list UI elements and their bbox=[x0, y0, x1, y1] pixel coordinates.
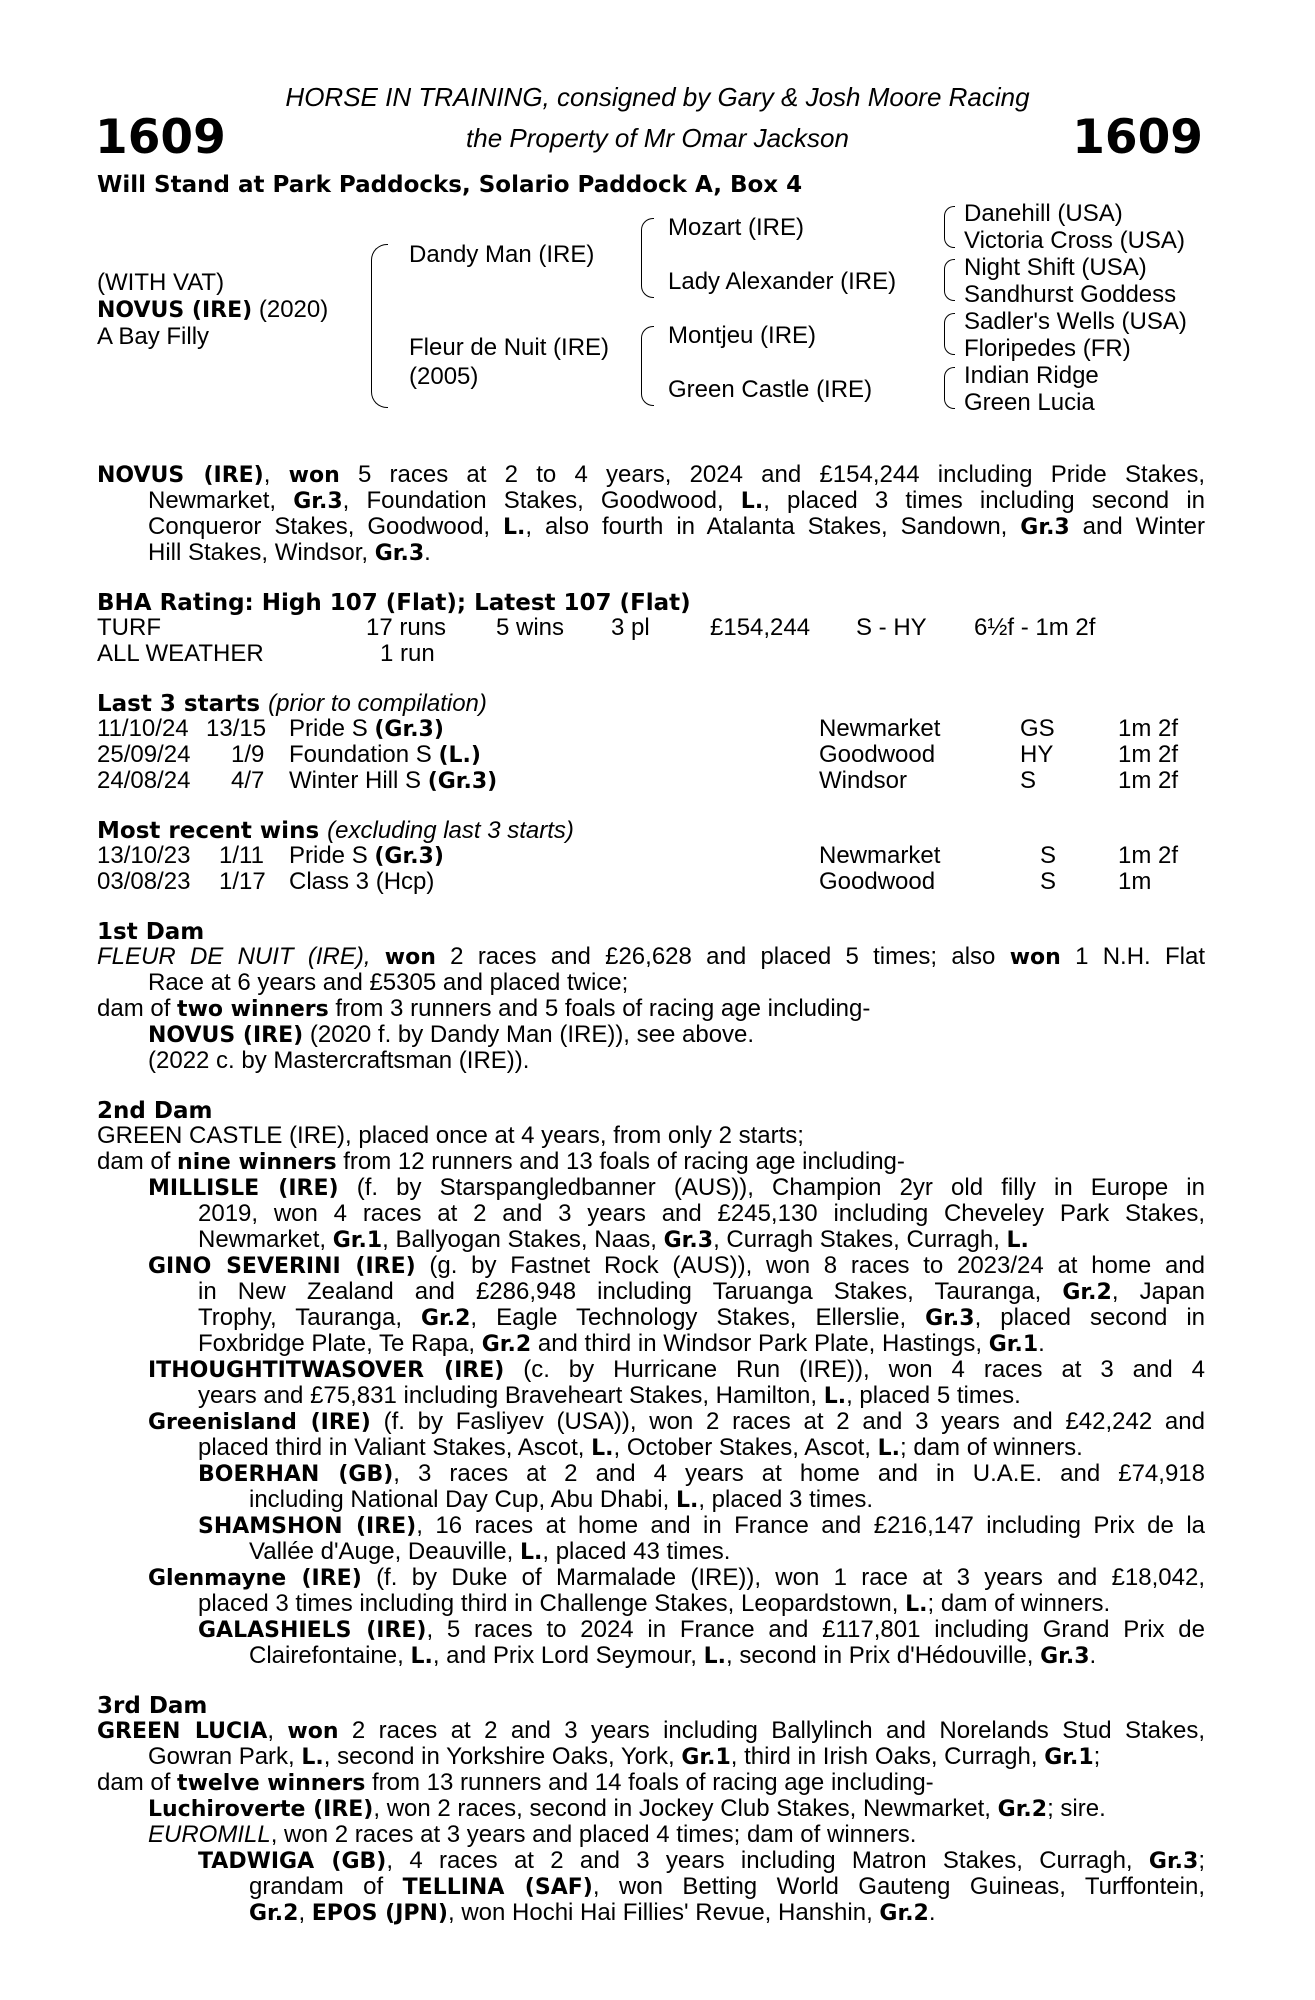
text-run: , placed 43 times. bbox=[542, 1538, 731, 1565]
text-run: Luchiroverte (IRE) bbox=[148, 1797, 374, 1822]
text-run: Glenmayne (IRE) bbox=[148, 1566, 362, 1591]
text-run: Gr.3 bbox=[374, 541, 425, 566]
text-run: . bbox=[424, 539, 431, 566]
text-run: , placed 5 times. bbox=[846, 1382, 1021, 1409]
text-run: , won 2 races, second in Jockey Club Stakes, Newmarket, bbox=[373, 1795, 998, 1822]
pedigree-ssd: Victoria Cross (USA) bbox=[964, 227, 1185, 254]
text-run: , placed 3 times including second in bbox=[763, 487, 1205, 514]
recent-row-2-position: 1/17 bbox=[219, 868, 266, 895]
pedigree-sire-sire: Mozart (IRE) bbox=[668, 214, 805, 241]
text-run: years and £75,831 including Braveheart Stakes, Hamilton, bbox=[198, 1382, 824, 1409]
rating-turf-prize: £154,244 bbox=[710, 614, 811, 641]
gino-line-3 bbox=[198, 1305, 1205, 1332]
pedigree-dss: Sadler's Wells (USA) bbox=[964, 308, 1187, 335]
horse-name: NOVUS (IRE) bbox=[97, 298, 253, 323]
text-run: and third in Windsor Park Plate, Hastings, bbox=[531, 1330, 989, 1357]
text-run: L. bbox=[877, 1436, 901, 1461]
text-run: (Gr.3) bbox=[374, 717, 444, 742]
shamshon-line-1 bbox=[198, 1513, 1205, 1540]
ithought-line-2 bbox=[198, 1383, 1205, 1410]
recent-wins-title bbox=[97, 817, 574, 845]
last3-row-1-date: 11/10/24 bbox=[97, 715, 189, 742]
last3-row-3-position: 4/7 bbox=[231, 767, 265, 794]
text-run: (2020 f. by Dandy Man (IRE)), see above. bbox=[303, 1021, 755, 1048]
galashiels-line-2 bbox=[249, 1643, 1205, 1670]
property-line: the Property of Mr Omar Jackson bbox=[466, 123, 849, 153]
text-run: and Winter bbox=[1069, 513, 1206, 540]
text-run: , placed 3 times. bbox=[698, 1486, 874, 1513]
lot-number-right: 1609 bbox=[1072, 110, 1203, 165]
recent-row-1-going: S bbox=[1040, 842, 1057, 869]
dam1-line-3 bbox=[97, 996, 1205, 1023]
text-run: Gr.2 bbox=[879, 1901, 929, 1926]
recent-row-2-race: Class 3 (Hcp) bbox=[289, 868, 435, 895]
text-run: GALASHIELS (IRE) bbox=[198, 1618, 427, 1643]
last3-row-3-going: S bbox=[1020, 767, 1037, 794]
pedigree-bracket-dd bbox=[944, 367, 955, 409]
text-run: Gr.2 bbox=[420, 1306, 471, 1331]
text-run: , won Betting World Gauteng Guineas, Turffontein, bbox=[592, 1873, 1205, 1900]
text-run: Gr.2 bbox=[481, 1332, 532, 1357]
text-run: , Ballyogan Stakes, Naas, bbox=[382, 1226, 664, 1253]
text-run: , won Hochi Hai Fillies' Revue, Hanshin, bbox=[447, 1899, 880, 1926]
text-run: two winners bbox=[177, 997, 329, 1022]
pedigree-bracket-dam bbox=[641, 326, 654, 406]
text-run: placed third in Valiant Stakes, Ascot, bbox=[198, 1434, 592, 1461]
text-run: 5 races at 2 to 4 years, 2024 and £154,244 including Pride Stakes, bbox=[339, 461, 1205, 488]
text-run: , second in Prix d'Hédouville, bbox=[726, 1642, 1041, 1669]
text-run: Newmarket, bbox=[148, 487, 294, 514]
text-run: L. bbox=[1006, 1228, 1029, 1253]
text-run: Last 3 starts bbox=[97, 691, 261, 717]
text-run: won bbox=[288, 463, 340, 488]
dam1-line-1 bbox=[97, 944, 1205, 971]
text-run: Gr.1 bbox=[988, 1332, 1039, 1357]
text-run: twelve winners bbox=[177, 1771, 366, 1796]
tadwiga-line-2 bbox=[249, 1874, 1205, 1901]
text-run: , 4 races at 2 and 3 years including Matron Stakes, Curragh, bbox=[386, 1847, 1149, 1874]
text-run: Race at 6 years and £5305 and placed twice; bbox=[148, 969, 629, 996]
dam3-title: 3rd Dam bbox=[97, 1693, 208, 1719]
lot-number-left: 1609 bbox=[95, 110, 226, 165]
text-run: placed 3 times including third in Challenge Stakes, Leopardstown, bbox=[198, 1590, 906, 1617]
last3-row-1-position: 13/15 bbox=[206, 715, 267, 742]
horse-name-line bbox=[97, 296, 328, 325]
stand-location: Will Stand at Park Paddocks, Solario Paddock A, Box 4 bbox=[97, 172, 803, 198]
pedigree-sire: Dandy Man (IRE) bbox=[409, 241, 595, 268]
text-run: GREEN LUCIA bbox=[97, 1719, 268, 1744]
dam3-line-3 bbox=[97, 1770, 1205, 1797]
pedigree-ddd: Green Lucia bbox=[964, 389, 1095, 416]
last3-row-1-going: GS bbox=[1020, 715, 1055, 742]
text-run: (excluding last 3 starts) bbox=[327, 817, 574, 844]
pedigree-sdd: Sandhurst Goddess bbox=[964, 281, 1177, 308]
text-run: in New Zealand and £286,948 including Taruanga Stakes, Tauranga, bbox=[198, 1278, 1063, 1305]
text-run: , Japan bbox=[1111, 1278, 1205, 1305]
dam2-line-2 bbox=[97, 1149, 1205, 1176]
text-run: Gr.2 bbox=[249, 1901, 299, 1926]
text-run: NOVUS (IRE) bbox=[148, 1023, 304, 1048]
last3-row-2-course: Goodwood bbox=[819, 741, 936, 768]
pedigree-bracket-sire bbox=[641, 218, 654, 298]
text-run: (L.) bbox=[438, 743, 481, 768]
text-run: GREEN CASTLE (IRE), placed once at 4 years, from only 2 starts; bbox=[97, 1122, 804, 1149]
text-run: , third in Irish Oaks, Curragh, bbox=[730, 1743, 1045, 1770]
text-run: from 12 runners and 13 foals of racing age including- bbox=[336, 1148, 905, 1175]
text-run: , second in Yorkshire Oaks, York, bbox=[323, 1743, 682, 1770]
text-run: dam of bbox=[97, 995, 178, 1022]
text-run: , won 2 races at 3 years and placed 4 times; dam of winners. bbox=[270, 1821, 917, 1848]
pedigree-sire-dam: Lady Alexander (IRE) bbox=[668, 268, 897, 295]
ithought-line-1 bbox=[148, 1357, 1205, 1384]
text-run: ; bbox=[1093, 1743, 1101, 1770]
text-run: SHAMSHON (IRE) bbox=[198, 1514, 417, 1539]
last3-row-2-race bbox=[289, 742, 481, 769]
pedigree-dam: Fleur de Nuit (IRE) bbox=[409, 334, 610, 361]
text-run: , Curragh Stakes, Curragh, bbox=[713, 1226, 1007, 1253]
dam1-title: 1st Dam bbox=[97, 919, 205, 945]
gino-line-2 bbox=[198, 1279, 1205, 1306]
pedigree-bracket-main bbox=[371, 244, 388, 408]
pedigree-bracket-sd bbox=[944, 259, 955, 301]
rating-turf-surface: TURF bbox=[97, 614, 161, 641]
text-run: Greenisland (IRE) bbox=[148, 1410, 371, 1435]
rating-turf-placed: 3 pl bbox=[611, 614, 650, 641]
text-run: ITHOUGHTITWASOVER (IRE) bbox=[148, 1358, 505, 1383]
text-run: (f. by Starspangledbanner (AUS)), Champion 2yr old filly in Europe in bbox=[338, 1174, 1205, 1201]
text-run: L. bbox=[823, 1384, 847, 1409]
pedigree-dam-year: (2005) bbox=[409, 363, 479, 390]
last3-row-3-distance: 1m 2f bbox=[1118, 767, 1179, 794]
text-run: , October Stakes, Ascot, bbox=[613, 1434, 878, 1461]
recent-row-1-position: 1/11 bbox=[219, 842, 264, 869]
text-run: EPOS (JPN) bbox=[311, 1901, 448, 1926]
dam3-line-1 bbox=[97, 1718, 1205, 1745]
text-run: (prior to compilation) bbox=[268, 690, 487, 717]
text-run: 2 races and £26,628 and placed 5 times; also bbox=[435, 943, 1010, 970]
summary-line-3 bbox=[148, 514, 1205, 541]
recent-row-2-going: S bbox=[1040, 868, 1057, 895]
text-run: , 16 races at home and in France and £216,147 including Prix de la bbox=[416, 1512, 1205, 1539]
text-run: ; dam of winners. bbox=[927, 1590, 1111, 1617]
text-run: L. bbox=[675, 1488, 699, 1513]
text-run: TELLINA (SAF) bbox=[402, 1875, 593, 1900]
text-run: dam of bbox=[97, 1769, 178, 1796]
tadwiga-line-3 bbox=[249, 1900, 1205, 1927]
text-run: . bbox=[928, 1899, 936, 1926]
text-run: . bbox=[1038, 1330, 1045, 1357]
text-run: Gr.3 bbox=[1020, 515, 1070, 540]
rating-aw-runs: 1 run bbox=[380, 640, 435, 667]
last3-row-3-date: 24/08/24 bbox=[97, 767, 191, 794]
dam1-line-2 bbox=[148, 970, 1205, 996]
text-run: MILLISLE (IRE) bbox=[148, 1176, 339, 1201]
summary-line-2 bbox=[148, 488, 1205, 515]
text-run: Foundation S bbox=[289, 741, 439, 768]
dam2-line-1 bbox=[97, 1123, 1205, 1149]
last3-row-1-course: Newmarket bbox=[819, 715, 941, 742]
text-run: , Foundation Stakes, Goodwood, bbox=[342, 487, 741, 514]
text-run: Most recent wins bbox=[97, 818, 320, 844]
text-run: L. bbox=[740, 489, 764, 514]
text-run: from 13 runners and 14 foals of racing age including- bbox=[365, 1769, 934, 1796]
horse-description: A Bay Filly bbox=[97, 323, 210, 350]
text-run: from 3 runners and 5 foals of racing age including- bbox=[328, 995, 871, 1022]
euromill-line bbox=[148, 1822, 1205, 1848]
text-run: (f. by Fasliyev (USA)), won 2 races at 2 and 3 years and £42,242 and bbox=[370, 1408, 1205, 1435]
millisle-line-1 bbox=[148, 1175, 1205, 1202]
tadwiga-line-1 bbox=[198, 1848, 1205, 1875]
text-run: . bbox=[1089, 1642, 1097, 1669]
text-run: (2022 c. by Mastercraftsman (IRE)). bbox=[148, 1047, 530, 1074]
text-run: Clairefontaine, bbox=[249, 1642, 411, 1669]
dam2-title: 2nd Dam bbox=[97, 1098, 213, 1124]
text-run: Gr.2 bbox=[1062, 1280, 1112, 1305]
text-run: , placed second in bbox=[974, 1304, 1206, 1331]
millisle-line-3 bbox=[198, 1227, 1205, 1254]
text-run: L. bbox=[519, 1540, 543, 1565]
luchiroverte-line bbox=[148, 1796, 1205, 1823]
pedigree-dsd: Floripedes (FR) bbox=[964, 335, 1131, 362]
consignor-line: HORSE IN TRAINING, consigned by Gary & Josh Moore Racing bbox=[285, 82, 1030, 112]
last3-row-3-course: Windsor bbox=[819, 767, 908, 794]
pedigree-bracket-ss bbox=[944, 206, 955, 248]
text-run: Gowran Park, bbox=[148, 1743, 302, 1770]
text-run: L. bbox=[503, 515, 526, 540]
millisle-line-2 bbox=[198, 1201, 1205, 1227]
vat-label: (WITH VAT) bbox=[97, 269, 225, 296]
dam1-line-4 bbox=[148, 1022, 1205, 1049]
text-run: BOERHAN (GB) bbox=[198, 1462, 394, 1487]
rating-turf-wins: 5 wins bbox=[496, 614, 565, 641]
last3-title bbox=[97, 690, 487, 718]
text-run: GINO SEVERINI (IRE) bbox=[148, 1254, 416, 1279]
recent-row-2-course: Goodwood bbox=[819, 868, 936, 895]
text-run: (g. by Fastnet Rock (AUS)), won 8 races to 2023/24 at home and bbox=[415, 1252, 1205, 1279]
rating-turf-runs: 17 runs bbox=[366, 614, 447, 641]
summary-line-4 bbox=[148, 540, 1205, 567]
gino-line-4 bbox=[198, 1331, 1205, 1358]
text-run: Gr.3 bbox=[1148, 1849, 1199, 1874]
summary-line-1: NOVUS (IRE), won 5 races at 2 to 4 years, 2024 and £154,244 including Pride Stakes, bbox=[97, 461, 1205, 488]
recent-row-2-date: 03/08/23 bbox=[97, 868, 191, 895]
text-run: 1 N.H. Flat bbox=[1060, 943, 1206, 970]
text-run: Gr.1 bbox=[1044, 1745, 1094, 1770]
text-run: , and Prix Lord Seymour, bbox=[432, 1642, 704, 1669]
rating-turf-distance: 6½f - 1m 2f bbox=[974, 614, 1096, 641]
text-run: , bbox=[267, 1717, 288, 1744]
text-run: FLEUR DE NUIT (IRE), bbox=[97, 943, 385, 970]
text-run: Gr.3 bbox=[663, 1228, 714, 1253]
dam1-line-5 bbox=[148, 1048, 1205, 1074]
text-run: won bbox=[1009, 945, 1061, 970]
last3-row-3-race bbox=[289, 768, 497, 795]
text-run: L. bbox=[905, 1592, 928, 1617]
text-run: Newmarket, bbox=[198, 1226, 333, 1253]
text-run: NOVUS (IRE) bbox=[97, 463, 264, 488]
text-run: 2019, won 4 races at 2 and 3 years and £245,130 including Cheveley Park Stakes, bbox=[198, 1200, 1205, 1227]
pedigree-dds: Indian Ridge bbox=[964, 362, 1099, 389]
text-run: dam of bbox=[97, 1148, 178, 1175]
text-run: (f. by Duke of Marmalade (IRE)), won 1 race at 3 years and £18,042, bbox=[361, 1564, 1205, 1591]
last3-row-2-distance: 1m 2f bbox=[1118, 741, 1179, 768]
text-run: , also fourth in Atalanta Stakes, Sandown, bbox=[525, 513, 1021, 540]
text-run: Gr.3 bbox=[293, 489, 343, 514]
text-run: ; sire. bbox=[1047, 1795, 1106, 1822]
text-run: 2 races at 2 and 3 years including Ballylinch and Norelands Stud Stakes, bbox=[338, 1717, 1205, 1744]
rating-turf-going: S - HY bbox=[856, 614, 927, 641]
text-run: including National Day Cup, Abu Dhabi, bbox=[249, 1486, 676, 1513]
text-run: Vallée d'Auge, Deauville, bbox=[249, 1538, 520, 1565]
dam3-line-2 bbox=[148, 1744, 1205, 1771]
text-run: , Eagle Technology Stakes, Ellerslie, bbox=[470, 1304, 926, 1331]
text-run: Pride S bbox=[289, 715, 375, 742]
recent-row-2-distance: 1m bbox=[1118, 868, 1152, 895]
text-run: Gr.2 bbox=[997, 1797, 1048, 1822]
text-run: , bbox=[298, 1899, 312, 1926]
pedigree-sds: Night Shift (USA) bbox=[964, 254, 1147, 281]
text-run: L. bbox=[301, 1745, 324, 1770]
recent-row-1-race bbox=[289, 843, 444, 870]
text-run: nine winners bbox=[177, 1150, 337, 1175]
text-run: TADWIGA (GB) bbox=[198, 1849, 387, 1874]
text-run: Trophy, Tauranga, bbox=[198, 1304, 421, 1331]
text-run: won bbox=[287, 1719, 339, 1744]
gino-line-1 bbox=[148, 1253, 1205, 1280]
text-run: ; bbox=[1198, 1847, 1206, 1874]
text-run: L. bbox=[703, 1644, 727, 1669]
text-run: Gr.3 bbox=[1040, 1644, 1090, 1669]
shamshon-line-2 bbox=[249, 1539, 1205, 1566]
greenisland-line-2 bbox=[198, 1435, 1205, 1462]
text-run: Gr.1 bbox=[332, 1228, 383, 1253]
text-run: Foxbridge Plate, Te Rapa, bbox=[198, 1330, 482, 1357]
text-run: Gr.1 bbox=[681, 1745, 731, 1770]
last3-row-2-going: HY bbox=[1020, 741, 1054, 768]
text-run: won bbox=[384, 945, 436, 970]
text-run: grandam of bbox=[249, 1873, 403, 1900]
last3-row-2-date: 25/09/24 bbox=[97, 741, 191, 768]
text-run: EUROMILL bbox=[148, 1821, 271, 1848]
galashiels-line-1 bbox=[198, 1617, 1205, 1644]
pedigree-dam-dam: Green Castle (IRE) bbox=[668, 376, 873, 403]
pedigree-dam-sire: Montjeu (IRE) bbox=[668, 322, 817, 349]
glenmayne-line-2 bbox=[198, 1591, 1205, 1618]
boerhan-line-1 bbox=[198, 1461, 1205, 1488]
text-run: , 3 races at 2 and 4 years at home and in U.A.E. and £74,918 bbox=[393, 1460, 1205, 1487]
recent-row-1-course: Newmarket bbox=[819, 842, 941, 869]
pedigree-sss: Danehill (USA) bbox=[964, 200, 1123, 227]
text-run: Hill Stakes, Windsor, bbox=[148, 539, 375, 566]
text-run: (Gr.3) bbox=[374, 844, 444, 869]
glenmayne-line-1 bbox=[148, 1565, 1205, 1592]
text-run: Gr.3 bbox=[925, 1306, 975, 1331]
last3-row-1-race bbox=[289, 716, 444, 743]
recent-row-1-distance: 1m 2f bbox=[1118, 842, 1179, 869]
last3-row-2-position: 1/9 bbox=[231, 741, 265, 768]
text-run: L. bbox=[410, 1644, 433, 1669]
greenisland-line-1 bbox=[148, 1409, 1205, 1436]
text-run: Winter Hill S bbox=[289, 767, 428, 794]
text-run: ; dam of winners. bbox=[900, 1434, 1083, 1461]
horse-year: (2020) bbox=[258, 296, 329, 323]
text-run: L. bbox=[591, 1436, 614, 1461]
text-run: (Gr.3) bbox=[427, 769, 498, 794]
pedigree-bracket-ds bbox=[944, 313, 955, 355]
text-run: Conqueror Stakes, Goodwood, bbox=[148, 513, 504, 540]
recent-row-1-date: 13/10/23 bbox=[97, 842, 191, 869]
text-run: Pride S bbox=[289, 842, 375, 869]
last3-row-1-distance: 1m 2f bbox=[1118, 715, 1179, 742]
boerhan-line-2 bbox=[249, 1487, 1205, 1514]
text-run: (c. by Hurricane Run (IRE)), won 4 races at 3 and 4 bbox=[504, 1356, 1205, 1383]
rating-aw-surface: ALL WEATHER bbox=[97, 640, 264, 667]
rating-title: BHA Rating: High 107 (Flat); Latest 107 (Flat) bbox=[97, 590, 691, 616]
text-run: , 5 races to 2024 in France and £117,801 including Grand Prix de bbox=[426, 1616, 1205, 1643]
